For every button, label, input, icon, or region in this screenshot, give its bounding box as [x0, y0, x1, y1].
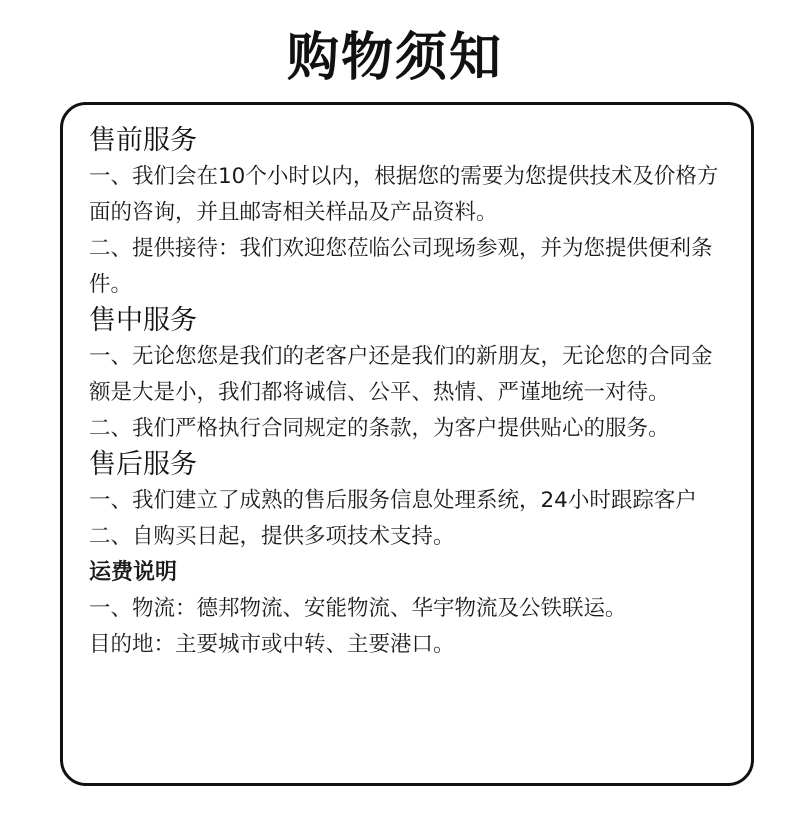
shipping-paragraph-1: 一、物流：德邦物流、安能物流、华宇物流及公铁联运。 [89, 596, 627, 621]
pre-sale-paragraph-1: 一、我们会在10个小时以内，根据您的需要为您提供技术及价格方面的咨询，并且邮寄相关样品及产品资料。 [89, 164, 719, 225]
shipping-paragraph-2: 目的地：主要城市或中转、主要港口。 [89, 632, 455, 657]
section-heading-after-sale: 售后服务 [89, 449, 197, 480]
after-sale-section [89, 447, 731, 555]
shipping-section [89, 555, 731, 663]
pre-sale-section [89, 123, 731, 303]
shopping-notice-box [60, 102, 754, 786]
after-sale-paragraph-2: 二、自购买日起，提供多项技术支持。 [89, 524, 455, 549]
shipping-heading: 运费说明 [89, 560, 178, 585]
page-title: 购物须知 [286, 28, 503, 88]
in-sale-section [89, 303, 731, 447]
section-heading-in-sale: 售中服务 [89, 305, 197, 336]
section-heading-pre-sale: 售前服务 [89, 125, 197, 156]
after-sale-paragraph-1: 一、我们建立了成熟的售后服务信息处理系统，24小时跟踪客户 [89, 488, 697, 513]
pre-sale-paragraph-2: 二、提供接待：我们欢迎您莅临公司现场参观，并为您提供便利条件。 [89, 236, 713, 297]
in-sale-paragraph-2: 二、我们严格执行合同规定的条款，为客户提供贴心的服务。 [89, 416, 670, 441]
in-sale-paragraph-1: 一、无论您您是我们的老客户还是我们的新朋友，无论您的合同金额是大是小，我们都将诚信、公平、热情、严谨地统一对待。 [89, 344, 713, 405]
